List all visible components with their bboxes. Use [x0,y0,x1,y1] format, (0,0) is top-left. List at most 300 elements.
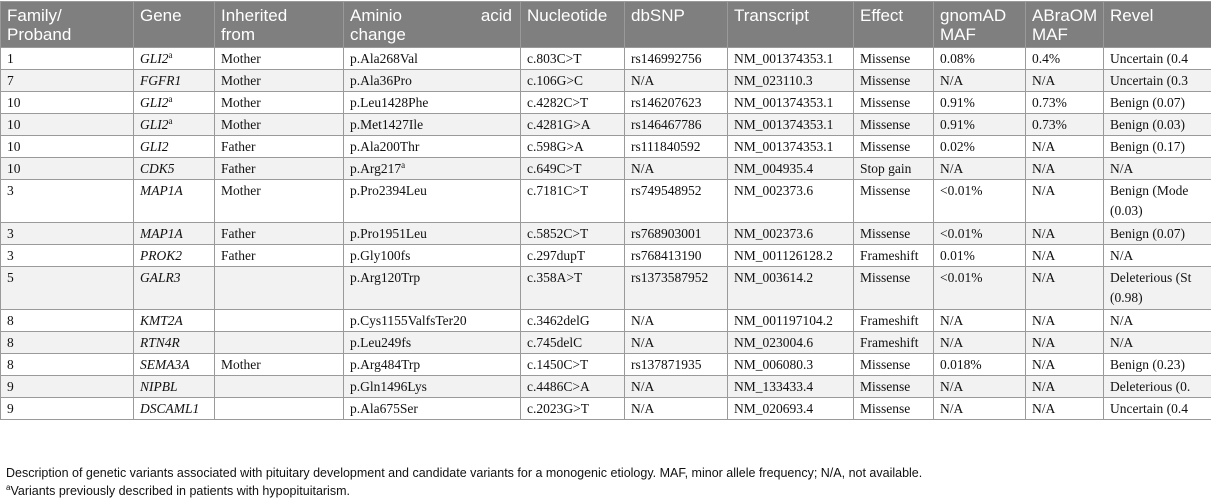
gnomad-value: 0.91% [940,117,975,132]
cell-inherited [215,48,344,70]
cell-gnomad [934,245,1026,267]
cell-revel [1104,398,1211,420]
gnomad-value: 0.08% [940,51,975,66]
cell-revel [1104,114,1211,136]
cell-inherited [215,223,344,245]
cell-transcript [728,245,854,267]
cell-revel [1104,223,1211,245]
nucleotide-value: c.3462delG [527,313,590,328]
transcript-value: NM_002373.6 [734,183,814,198]
cell-gnomad [934,223,1026,245]
table-description-text: Description of genetic variants associated with pituitary development and candidate variants for a monogenic etiology. MAF, minor allele frequency; N/A, not available. [6,466,923,480]
cell-nucleotide [521,398,625,420]
effect-value: Missense [860,357,911,372]
cell-nucleotide [521,354,625,376]
cell-dbsnp [625,70,728,92]
cell-revel [1104,310,1211,332]
cell-revel [1104,267,1211,310]
cell-dbsnp [625,398,728,420]
family-value: 3 [7,183,14,198]
family-value: 8 [7,313,14,328]
abraom-value: N/A [1032,73,1056,88]
family-value: 7 [7,73,14,88]
family-value: 5 [7,270,14,285]
cell-aa [344,180,521,223]
header-amino-acid [344,2,521,48]
cell-effect [854,223,934,245]
abraom-value: 0.73% [1032,95,1067,110]
cell-family [1,398,134,420]
cell-family [1,158,134,180]
nucleotide-value: c.106G>C [527,73,583,88]
cell-gnomad [934,376,1026,398]
cell-dbsnp [625,114,728,136]
header-gnomad [934,2,1026,48]
inherited-value: Mother [221,73,261,88]
cell-family [1,332,134,354]
cell-abraom [1026,332,1104,354]
cell-gnomad [934,267,1026,310]
cell-transcript [728,354,854,376]
transcript-value: NM_003614.2 [734,270,814,285]
cell-gene [134,70,215,92]
table-row [1,223,1211,245]
cell-aa [344,398,521,420]
nucleotide-value: c.598G>A [527,139,584,154]
revel-line: Uncertain (0.3 [1110,73,1188,88]
dbsnp-value: rs749548952 [631,183,702,198]
cell-aa [344,114,521,136]
gene-value: CDK5 [140,161,175,176]
aa-value: p.Ala200Thr [350,139,420,154]
aa-value: p.Leu249fs [350,335,412,350]
cell-family [1,376,134,398]
cell-effect [854,92,934,114]
cell-gene [134,223,215,245]
cell-aa [344,267,521,310]
cell-dbsnp [625,267,728,310]
table-row [1,354,1211,376]
transcript-value: NM_001374353.1 [734,117,834,132]
family-value: 8 [7,357,14,372]
gnomad-value: <0.01% [940,226,983,241]
cell-abraom [1026,310,1104,332]
header-dbsnp-label: dbSNP [631,6,685,25]
cell-transcript [728,310,854,332]
cell-gnomad [934,114,1026,136]
gene-value: PROK2 [140,248,182,263]
abraom-value: N/A [1032,139,1056,154]
cell-effect [854,70,934,92]
dbsnp-value: N/A [631,73,655,88]
dbsnp-value: rs1373587952 [631,270,709,285]
cell-effect [854,354,934,376]
nucleotide-value: c.2023G>T [527,401,589,416]
cell-abraom [1026,223,1104,245]
header-gene [134,2,215,48]
cell-gene [134,136,215,158]
cell-gnomad [934,70,1026,92]
table-row [1,48,1211,70]
transcript-value: NM_001197104.2 [734,313,833,328]
cell-aa [344,310,521,332]
aa-value: p.Cys1155ValfsTer20 [350,313,467,328]
gnomad-value: N/A [940,313,964,328]
aa-value: p.Met1427Ile [350,117,424,132]
gnomad-value: N/A [940,401,964,416]
dbsnp-value: N/A [631,313,655,328]
transcript-value: NM_023110.3 [734,73,813,88]
cell-transcript [728,48,854,70]
nucleotide-value: c.745delC [527,335,583,350]
gnomad-value: <0.01% [940,270,983,285]
header-effect-label: Effect [860,6,904,25]
effect-value: Missense [860,139,911,154]
cell-gene [134,332,215,354]
gene-value: GLI2 [140,51,169,66]
revel-line: Deleterious (0. [1110,379,1191,394]
cell-transcript [728,398,854,420]
header-abraom [1026,2,1104,48]
aa-value: p.Arg217 [350,161,402,176]
inherited-value: Mother [221,95,261,110]
cell-aa [344,136,521,158]
cell-dbsnp [625,354,728,376]
inherited-value: Father [221,248,256,263]
table-row [1,158,1211,180]
cell-effect [854,267,934,310]
cell-inherited [215,158,344,180]
cell-gnomad [934,180,1026,223]
effect-value: Missense [860,95,911,110]
cell-effect [854,332,934,354]
revel-line: Deleterious (St [1110,270,1192,285]
cell-inherited [215,354,344,376]
nucleotide-value: c.4282C>T [527,95,589,110]
effect-value: Missense [860,270,911,285]
aa-value: p.Arg120Trp [350,270,421,285]
header-amino-acid-word2: acid [480,6,512,25]
cell-effect [854,136,934,158]
cell-gene [134,92,215,114]
cell-inherited [215,92,344,114]
transcript-value: NM_004935.4 [734,161,814,176]
effect-value: Missense [860,379,911,394]
abraom-value: 0.4% [1032,51,1061,66]
cell-inherited [215,267,344,310]
nucleotide-value: c.1450C>T [527,357,589,372]
effect-value: Missense [860,51,911,66]
header-gene-label: Gene [140,6,182,25]
abraom-value: N/A [1032,401,1056,416]
header-revel [1104,2,1211,48]
header-gnomad-line1: gnomAD [940,6,1007,25]
gene-value: NIPBL [140,379,178,394]
effect-value: Missense [860,117,911,132]
dbsnp-value: rs146467786 [631,117,702,132]
table-row [1,70,1211,92]
family-value: 10 [7,139,21,154]
cell-aa [344,376,521,398]
header-nucleotide [521,2,625,48]
table-body [1,48,1211,420]
cell-aa [344,70,521,92]
cell-transcript [728,223,854,245]
cell-gene [134,310,215,332]
aa-value: p.Ala36Pro [350,73,412,88]
revel-line: Benign (Mode [1110,183,1189,198]
abraom-value: N/A [1032,161,1056,176]
revel-line: N/A [1110,313,1134,328]
inherited-value: Mother [221,51,261,66]
abraom-value: N/A [1032,248,1056,263]
header-abraom-line1: ABraOM [1032,6,1098,25]
family-value: 8 [7,335,14,350]
revel-line: Uncertain (0.4 [1110,401,1188,416]
revel-line: (0.03) [1110,203,1143,218]
cell-nucleotide [521,136,625,158]
cell-abraom [1026,48,1104,70]
footnote-mark: a [168,94,173,104]
cell-revel [1104,48,1211,70]
cell-gene [134,245,215,267]
cell-transcript [728,180,854,223]
gene-value: GLI2 [140,95,169,110]
cell-revel [1104,70,1211,92]
revel-line: (0.98) [1110,290,1143,305]
cell-family [1,92,134,114]
footnote-mark: a [168,50,173,60]
header-revel-label: Revel [1110,6,1154,25]
dbsnp-value: rs146207623 [631,95,702,110]
cell-aa [344,354,521,376]
dbsnp-value: rs146992756 [631,51,702,66]
cell-inherited [215,114,344,136]
cell-family [1,48,134,70]
cell-gene [134,376,215,398]
header-nucleotide-label: Nucleotide [527,6,608,25]
header-amino-acid-line1 [350,6,520,25]
footnote-text: Variants previously described in patients with hypopituitarism. [10,484,350,498]
transcript-value: NM_001126128.2 [734,248,833,263]
inherited-value: Father [221,139,256,154]
table-footnote [6,484,350,498]
table-row [1,267,1211,310]
cell-gnomad [934,332,1026,354]
revel-line: Uncertain (0.4 [1110,51,1188,66]
family-value: 9 [7,379,14,394]
nucleotide-value: c.358A>T [527,270,583,285]
header-transcript [728,2,854,48]
cell-revel [1104,92,1211,114]
cell-gene [134,48,215,70]
cell-effect [854,398,934,420]
cell-gene [134,354,215,376]
table-row [1,376,1211,398]
cell-nucleotide [521,267,625,310]
header-dbsnp [625,2,728,48]
cell-aa [344,158,521,180]
cell-inherited [215,398,344,420]
gene-value: SEMA3A [140,357,190,372]
dbsnp-value: N/A [631,401,655,416]
cell-dbsnp [625,48,728,70]
abraom-value: N/A [1032,183,1056,198]
header-gnomad-line2: MAF [940,25,976,44]
cell-family [1,267,134,310]
cell-dbsnp [625,223,728,245]
gnomad-value: N/A [940,161,964,176]
table-row [1,332,1211,354]
cell-aa [344,332,521,354]
inherited-value: Mother [221,357,261,372]
gene-value: GLI2 [140,117,169,132]
cell-dbsnp [625,92,728,114]
cell-transcript [728,136,854,158]
cell-gene [134,114,215,136]
aa-value: p.Pro2394Leu [350,183,427,198]
cell-nucleotide [521,332,625,354]
dbsnp-value: rs111840592 [631,139,701,154]
cell-dbsnp [625,332,728,354]
cell-abraom [1026,158,1104,180]
cell-inherited [215,376,344,398]
gnomad-value: N/A [940,379,964,394]
cell-family [1,114,134,136]
cell-effect [854,245,934,267]
gnomad-value: 0.01% [940,248,975,263]
cell-gnomad [934,92,1026,114]
cell-aa [344,245,521,267]
cell-gene [134,398,215,420]
gene-value: GALR3 [140,270,181,285]
table-description [6,466,922,480]
effect-value: Missense [860,183,911,198]
cell-aa [344,92,521,114]
effect-value: Frameshift [860,248,919,263]
cell-nucleotide [521,223,625,245]
transcript-value: NM_020693.4 [734,401,814,416]
cell-effect [854,48,934,70]
cell-abraom [1026,267,1104,310]
cell-family [1,180,134,223]
cell-gnomad [934,158,1026,180]
cell-inherited [215,245,344,267]
family-value: 3 [7,226,14,241]
revel-line: Benign (0.07) [1110,226,1185,241]
cell-aa [344,223,521,245]
cell-transcript [728,92,854,114]
transcript-value: NM_023004.6 [734,335,814,350]
inherited-value: Father [221,226,256,241]
gene-value: DSCAML1 [140,401,200,416]
abraom-value: N/A [1032,226,1056,241]
gnomad-value: N/A [940,335,964,350]
cell-revel [1104,180,1211,223]
transcript-value: NM_006080.3 [734,357,814,372]
inherited-value: Mother [221,183,261,198]
gene-value: MAP1A [140,226,183,241]
table-row [1,180,1211,223]
cell-gnomad [934,48,1026,70]
table-row [1,398,1211,420]
cell-effect [854,114,934,136]
nucleotide-value: c.649C>T [527,161,582,176]
cell-family [1,354,134,376]
cell-dbsnp [625,180,728,223]
table-row [1,92,1211,114]
family-value: 9 [7,401,14,416]
family-value: 10 [7,161,21,176]
cell-effect [854,180,934,223]
cell-gnomad [934,310,1026,332]
cell-effect [854,376,934,398]
cell-gene [134,267,215,310]
inherited-value: Mother [221,117,261,132]
family-value: 3 [7,248,14,263]
cell-revel [1104,354,1211,376]
cell-family [1,310,134,332]
cell-revel [1104,245,1211,267]
cell-revel [1104,376,1211,398]
footnote-mark: a [168,116,173,126]
cell-dbsnp [625,136,728,158]
effect-value: Missense [860,226,911,241]
revel-line: Benign (0.23) [1110,357,1185,372]
variants-table [0,1,1211,420]
aa-value: p.Ala675Ser [350,401,418,416]
cell-inherited [215,310,344,332]
cell-inherited [215,136,344,158]
cell-transcript [728,114,854,136]
cell-dbsnp [625,158,728,180]
cell-dbsnp [625,245,728,267]
cell-dbsnp [625,310,728,332]
gene-value: GLI2 [140,139,169,154]
cell-gene [134,158,215,180]
transcript-value: NM_002373.6 [734,226,814,241]
revel-line: N/A [1110,248,1134,263]
family-value: 1 [7,51,14,66]
gene-value: MAP1A [140,183,183,198]
cell-gene [134,180,215,223]
cell-nucleotide [521,376,625,398]
cell-abraom [1026,70,1104,92]
cell-abraom [1026,92,1104,114]
dbsnp-value: rs137871935 [631,357,702,372]
gene-value: RTN4R [140,335,180,350]
header-transcript-label: Transcript [734,6,809,25]
header-amino-acid-line2: change [350,25,406,44]
cell-family [1,136,134,158]
cell-abraom [1026,180,1104,223]
header-effect [854,2,934,48]
nucleotide-value: c.4281G>A [527,117,591,132]
header-family-line2: Proband [7,25,72,44]
footnote-mark: a [6,483,11,492]
header-row [1,2,1211,48]
cell-inherited [215,180,344,223]
dbsnp-value: N/A [631,379,655,394]
header-inherited-line1: Inherited [221,6,288,25]
transcript-value: NM_001374353.1 [734,51,834,66]
aa-value: p.Gln1496Lys [350,379,427,394]
nucleotide-value: c.4486C>A [527,379,590,394]
table-row [1,310,1211,332]
dbsnp-value: N/A [631,161,655,176]
transcript-value: NM_133433.4 [734,379,814,394]
header-abraom-line2: MAF [1032,25,1068,44]
